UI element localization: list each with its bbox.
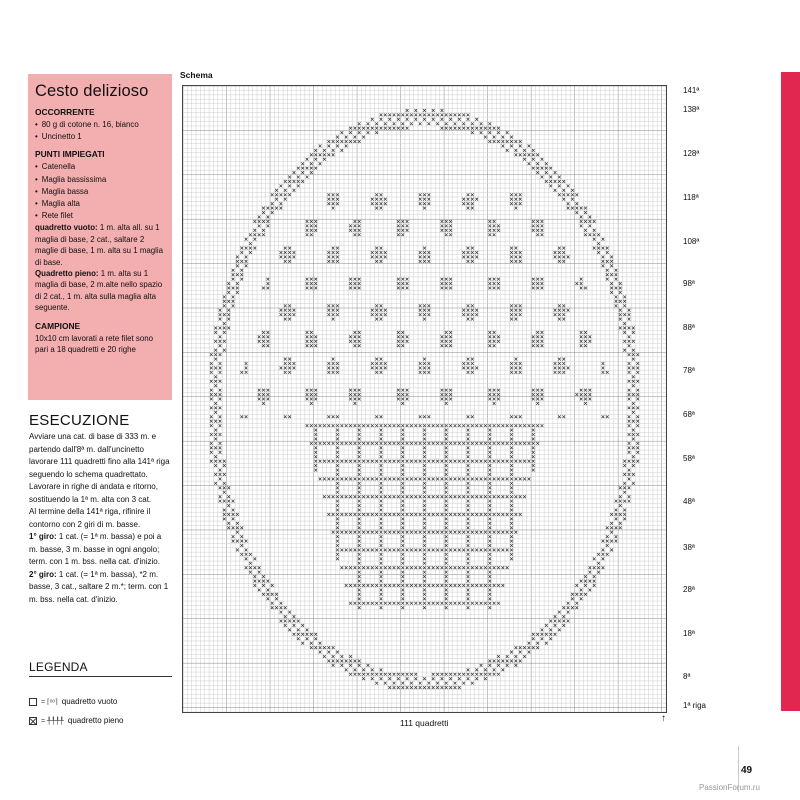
row-label: 141ª xyxy=(683,86,700,95)
watermark: PassionForum.ru xyxy=(699,783,760,792)
row-label: 88ª xyxy=(683,323,695,332)
giro-2-text: 1 cat. (= 1ª m. bassa), *2 m. basse, 3 cat., saltare 2 m.*; term. con 1 m. bss. nella cat. d'inizio. xyxy=(29,569,169,604)
pattern-title: Cesto delizioso xyxy=(35,82,149,100)
giro-1-text: 1 cat. (= 1ª m. bassa) e poi a m. basse, 3 m. basse in ogni angolo; term. con 1 m. bss. nella cat. d'inizio. xyxy=(29,532,162,566)
occorrente-list xyxy=(35,119,164,143)
quad-pieno-label: Quadretto pieno: xyxy=(35,269,99,279)
list-item: • 80 g di cotone n. 16, bianco xyxy=(35,119,164,131)
giro-1-label: 1° giro: xyxy=(29,532,57,541)
filet-grid xyxy=(183,86,666,712)
quad-vuoto-text: 1 m. alta all. su 1 maglia di base, 2 cat., saltare 2 maglie di base, 1 m. alta su 1 maglia di base. xyxy=(35,223,164,267)
empty-square-icon xyxy=(29,698,37,706)
esecuzione-intro: Avviare una cat. di base di 333 m. e partendo dall'8ª m. dall'uncinetto lavorare 111 quadretti fino alla 141ª riga seguendo lo schema quadrettato. Lavorare in righe di andata e ritorno, sostituendo la 1ª m. alta con 3 cat. xyxy=(29,432,170,504)
esecuzione-heading: ESECUZIONE xyxy=(29,412,130,429)
esecuzione-body xyxy=(29,431,172,606)
list-item: • Maglia alta xyxy=(35,198,164,210)
list-item: • Rete filet xyxy=(35,210,164,222)
row-label: 38ª xyxy=(683,543,695,552)
legenda-heading: LEGENDA xyxy=(29,660,88,674)
legend-empty-square xyxy=(29,697,117,706)
quad-vuoto-label: quadretto vuoto: xyxy=(35,223,98,233)
campione-text: 10x10 cm lavorati a rete filet sono pari a 18 quadretti e 20 righe xyxy=(35,333,153,355)
row-label: 8ª xyxy=(683,672,691,681)
occorrente-heading: OCCORRENTE xyxy=(35,107,95,117)
row-label: 68ª xyxy=(683,410,695,419)
campione-heading: CAMPIONE xyxy=(35,320,81,331)
row-label: 118ª xyxy=(683,193,699,202)
list-item: • Maglia bassa xyxy=(35,186,164,198)
row-label: 28ª xyxy=(683,585,695,594)
row-label: 78ª xyxy=(683,366,695,375)
row-label: 18ª xyxy=(683,629,695,638)
empty-square-symbol: = ⌈ᵒᵒ⌉ xyxy=(41,698,58,706)
list-item: • Maglia bassissima xyxy=(35,174,164,186)
row-label: 48ª xyxy=(683,497,695,506)
giro-2-label: 2° giro: xyxy=(29,569,57,579)
schema-label: Schema xyxy=(180,70,213,80)
row-label: 108ª xyxy=(683,237,700,246)
filled-square-icon xyxy=(29,717,37,725)
row-label: 98ª xyxy=(683,279,695,288)
row-label: 128ª xyxy=(683,149,700,158)
esecuzione-finish: Al termine della 141ª riga, rifinire il contorno con 2 giri di m. basse. xyxy=(29,507,151,529)
quad-pieno-text: 1 m. alta su 1 maglia di base, 2 m.alte nello spazio di 2 cat., 1 m. alta sulla maglia alta seguente. xyxy=(35,269,163,313)
row-label: 138ª xyxy=(683,105,700,114)
legenda-divider xyxy=(29,676,172,677)
start-arrow-icon: ↑ xyxy=(661,713,666,724)
punti-list xyxy=(35,161,164,222)
filled-square-label: quadretto pieno xyxy=(67,716,124,725)
quad-pieno-desc xyxy=(35,268,164,314)
quad-vuoto-desc xyxy=(35,222,164,268)
filled-square-symbol: = ╀╀╀╀ xyxy=(41,717,64,725)
row-label: 1ª riga xyxy=(683,701,706,710)
legend-filled-square xyxy=(29,716,124,725)
page-number: 49 xyxy=(741,765,753,776)
materials-panel xyxy=(28,74,172,400)
punti-heading: PUNTI IMPIEGATI xyxy=(35,149,105,160)
list-item: • Catenella xyxy=(35,161,164,173)
empty-square-label: quadretto vuoto xyxy=(61,697,118,706)
row-label: 58ª xyxy=(683,454,695,463)
giro-2 xyxy=(29,569,172,607)
list-item: • Uncinetto 1 xyxy=(35,131,164,143)
filet-chart xyxy=(182,85,667,713)
section-tab xyxy=(781,72,800,711)
giro-1 xyxy=(29,531,172,569)
column-count-label: 111 quadretti xyxy=(400,718,449,728)
